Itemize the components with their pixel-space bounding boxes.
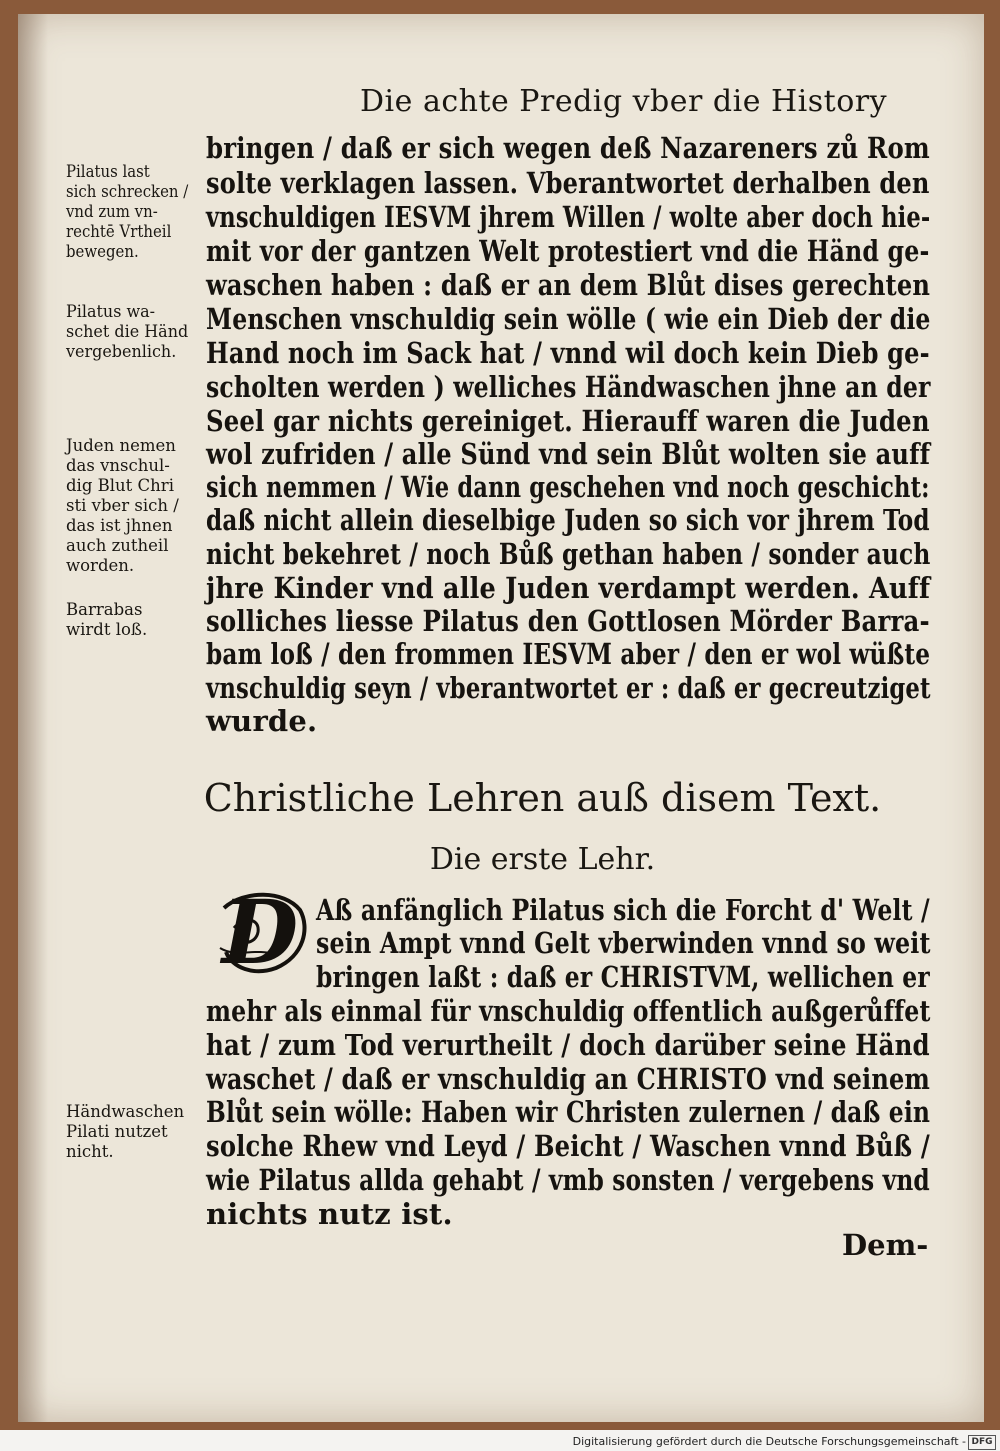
note-line: schet die Händ <box>66 322 189 341</box>
footer-credit: Digitalisierung gefördert durch die Deutsche Forschungsgemeinschaft - <box>572 1435 966 1448</box>
running-head: Die achte Predig vber die History <box>360 84 888 119</box>
text-line: vnschuldigen IESVM jhrem Willen / wolte aber doch hie- <box>206 200 931 234</box>
text-line: Menschen vnschuldig sein wölle ( wie ein Dieb der die <box>206 302 931 336</box>
text-line: hat / zum Tod verurtheilt / doch darüber seine Händ <box>206 1028 930 1062</box>
text-line: nicht bekehret / noch Bůß gethan haben / sonder auch <box>206 537 931 571</box>
note-line: Pilatus wa- <box>66 302 156 321</box>
text-line: Blůt sein wölle: Haben wir Christen zulernen / daß ein <box>206 1095 931 1129</box>
note-line: nicht. <box>66 1142 114 1161</box>
text-line: Seel gar nichts gereiniget. Hierauff waren die Juden <box>206 404 930 438</box>
text-line: bringen laßt : daß er CHRISTVM, wellichen er <box>316 960 930 994</box>
note-line: vergebenlich. <box>66 342 177 361</box>
text-line: sich nemmen / Wie dann geschehen vnd noch geschicht: <box>206 470 930 504</box>
note-line: Pilati nutzet <box>66 1122 168 1141</box>
text-line: Hand noch im Sack hat / vnnd wil doch kein Dieb ge- <box>206 336 930 370</box>
text-line: bam loß / den frommen IESVM aber / den er wol wüßte <box>206 637 931 671</box>
margin-note-pilatus-schrecken <box>66 162 201 262</box>
note-line: Pilatus last <box>66 162 150 181</box>
text-line: wurde. <box>206 704 318 738</box>
note-line: Barrabas <box>66 600 143 619</box>
note-line: bewegen. <box>66 242 139 261</box>
text-line: daß nicht allein dieselbige Juden so sich vor jhrem Tod <box>206 503 930 537</box>
section-heading: Christliche Lehren auß disem Text. <box>203 776 882 820</box>
note-line: worden. <box>66 556 135 575</box>
text-line: scholten werden ) welliches Händwaschen jhne an der <box>206 370 931 404</box>
text-line: wol zufriden / alle Sünd vnd sein Blůt wolten sie auff <box>206 437 931 471</box>
dfg-logo-icon: DFG <box>968 1435 996 1450</box>
gutter-shadow <box>18 14 48 1422</box>
text-line: waschen haben : daß er an dem Blůt dises gerechten <box>206 268 931 302</box>
note-line: sich schrecken / <box>66 182 189 201</box>
text-line: mehr als einmal für vnschuldig offentlich außgerůffet <box>206 994 931 1028</box>
margin-note-juden-nemen <box>66 436 179 576</box>
section-subheading: Die erste Lehr. <box>429 842 656 877</box>
note-line: dig Blut Chri <box>66 476 174 495</box>
note-line: sti vber sich / <box>66 496 179 515</box>
text-line: vnschuldig seyn / vberantwortet er : daß er gecreutziget <box>206 671 931 705</box>
decorative-initial-letter: D <box>221 880 299 984</box>
catchword: Dem- <box>842 1228 929 1262</box>
text-line: bringen / daß er sich wegen deß Nazareners zů Rom <box>206 131 930 165</box>
text-line: nichts nutz ist. <box>206 1197 453 1231</box>
note-line: vnd zum vn- <box>66 202 158 221</box>
text-line: mit vor der gantzen Welt protestiert vnd die Händ ge- <box>206 234 930 268</box>
margin-note-barrabas <box>66 600 147 640</box>
note-line: Juden nemen <box>66 436 176 455</box>
text-line: Aß anfänglich Pilatus sich die Forcht d' Welt / <box>316 893 930 927</box>
text-line: waschet / daß er vnschuldig an CHRISTO vnd seinem <box>206 1062 931 1096</box>
note-line: das ist jhnen <box>66 516 173 535</box>
text-line: solche Rhew vnd Leyd / Beicht / Waschen vnnd Bůß / <box>206 1129 930 1163</box>
margin-note-handwaschen <box>66 1102 184 1162</box>
text-line: wie Pilatus allda gehabt / vmb sonsten / vergebens vnd <box>206 1163 930 1197</box>
note-line: auch zutheil <box>66 536 169 555</box>
note-line: rechtē Vrtheil <box>66 222 172 241</box>
text-line: sein Ampt vnnd Gelt vberwinden vnnd so weit <box>316 926 931 960</box>
margin-note-pilatus-waschet <box>66 302 192 362</box>
text-line: solte verklagen lassen. Vberantwortet derhalben den <box>206 166 930 200</box>
note-line: wirdt loß. <box>66 620 148 639</box>
note-line: das vnschul- <box>66 456 170 475</box>
text-line: jhre Kinder vnd alle Juden verdampt werden. Auff <box>206 571 931 605</box>
note-line: Händwaschen <box>66 1102 185 1121</box>
text-line: solliches liesse Pilatus den Gottlosen Mörder Barra- <box>206 604 930 638</box>
